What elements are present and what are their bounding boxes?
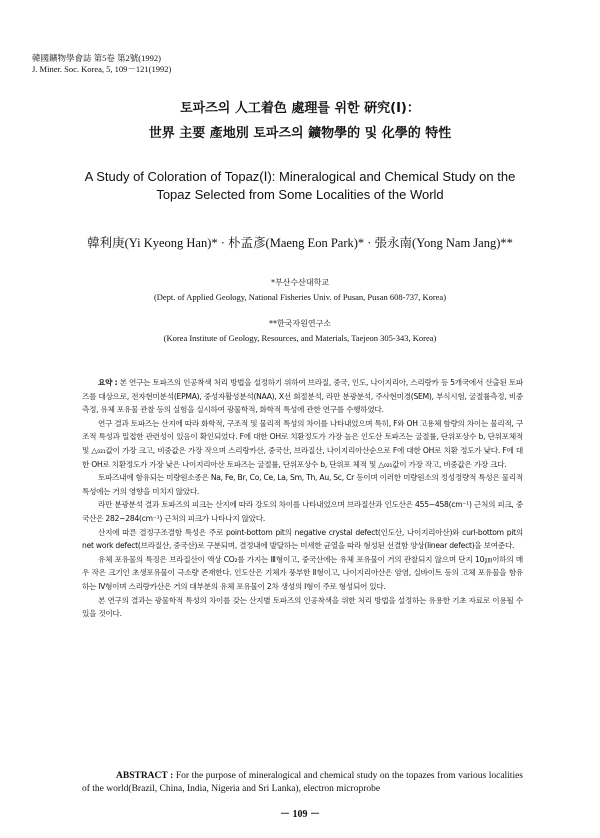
title-english-line1: A Study of Coloration of Topaz(Ⅰ): Mineralogical and Chemical Study on the [84,169,516,184]
journal-citation-english: J. Miner. Soc. Korea, 5, 109－121(1992) [32,63,172,74]
english-abstract [82,770,523,795]
korean-abstract-paragraph: 토파즈내에 함유되는 미량원소종은 Na, Fe, Br, Co, Ce, La, Sm, Th, Au, Sc, Cr 등이며 이러한 미량원소의 정성정량적 특성은 물리적 특성에는 거의 영향을 미치지 않았다. [82,473,523,496]
korean-abstract-paragraph: 산지에 따른 결정구조결함 특성은 주로 point-bottom pit의 negative crystal defect(인도산, 나이지리아산)와 curl-bottom pit의 net work defect(브라질산, 중국산)로 구분되며, 결정내에 발달하는 미세한 균열을 따라 형성된 선결함 양상(linear defect)을 보여준다. [82,527,523,551]
title-korean-line2: 世界 主要 產地別 토파즈의 鑛物學的 및 化學的 特性 [148,126,452,141]
affiliation-1-text: (Dept. of Applied Geology, National Fisheries Univ. of Pusan, Pusan 608-737, Korea) [153,292,447,302]
journal-header [32,53,171,74]
journal-citation-korean: 韓國鑛物學會誌 第5卷 第2號(1992) [32,53,161,63]
korean-abstract-paragraph: 라만 분광분석 결과 토파즈의 피크는 산지에 따라 강도의 차이를 나타내었으며 브라질산과 인도산은 455~458(cm⁻¹) 근처의 피크, 중국산은 282~284(cm⁻¹) 근처의 피크가 나타나지 않았다. [82,500,523,523]
affiliation-1-mark: *부산수산대학교 [270,278,330,287]
korean-abstract-paragraph: 본 연구의 결과는 광물학적 특성의 차이를 갖는 산지별 토파즈의 인공착색을 위한 처리 방법을 설정하는 유용한 기초 자료로 이용될 수 있을 것이다. [82,595,523,619]
english-abstract-text: For the purpose of mineralogical and chemical study on the topazes from various localities of the world(Brazil, China, India, Nigeria and Sri Lanka), electron microprobe [82,771,524,794]
page-number: － 109 － [280,809,320,820]
author-list: 韓利庚(Yi Kyeong Han)* · 朴孟彥(Maeng Eon Park)* · 張永南(Yong Nam Jang)** [87,236,513,250]
korean-abstract-paragraph: 유체 포유물의 특징은 브라질산이 액상 CO₂를 가지는 Ⅲ형이고, 중국산에는 유체 포유물이 거의 관찰되지 않으며 단지 10㎛이하의 매우 작은 크기인 초생포유물이 극소량 존재한다. 인도산은 기체가 풍부한 Ⅱ형이고, 나이지리아산은 암염, 실바이트 등의 고체 포유물을 함유하는 Ⅳ형이며 스리랑카산은 거의 대부분의 유체 포유물이 2차 생성의 Ⅰ형이 주로 형성되어 있다. [82,554,523,591]
affiliation-2-text: (Korea Institute of Geology, Resources, and Materials, Taejeon 305-343, Korea) [163,333,437,343]
korean-abstract-label: 요약 : [98,378,118,387]
title-english-line2: Topaz Selected from Some Localities of the World [156,187,444,202]
korean-abstract [82,376,523,621]
title-korean-line1: 토파즈의 人工着色 處理를 위한 硏究(Ⅰ)： [180,101,420,116]
korean-abstract-paragraph: 요약 : 본 연구는 토파즈의 인공착색 처리 방법을 설정하기 위하여 브라질, 중국, 인도, 나이지리아, 스리랑카 등 5개국에서 산출된 토파즈를 대상으로, 전자현미분석(EPMA), 중성자활성분석(NAA), X선 회절분석, 라만 분광분석, 주사현미경(SEM), 부식시험, 굴절률측정, 비중측정, 유체 포유물 관찰 등의 실험을 실시하여 광물학적, 화학적 특성에 관한 연구를 수행하였다. [82,378,523,415]
korean-abstract-paragraph: 연구 결과 토파즈는 산지에 따라 화학적, 구조적 및 물리적 특성의 차이를 나타내었으며 특히, F와 OH 고용체 함량의 차이는 물리적, 구조적 특성과 밀접한 관련성이 있음이 확인되었다. F에 대한 OH로 치환정도가 가장 높은 인도산 토파즈는 굴절률, 단위포상수 b, 단위포체적 및 △₀₂₁값이 가장 크고, 비중값은 가장 작으며 스리랑카산, 중국산, 브라질산, 나이지리아산순으로 F에 대한 OH로 치환 정도가 낮다. F에 대한 OH로 치환정도가 가장 낮은 나이지리아산 토파즈는 굴절률, 단위포상수 b, 단위포 체적 및 △₀₂₁값이 가장 작고, 비중값은 가장 크다. [82,418,523,469]
english-abstract-label: ABSTRACT : [116,771,174,781]
affiliation-2-mark: **한국자원연구소 [268,319,332,328]
